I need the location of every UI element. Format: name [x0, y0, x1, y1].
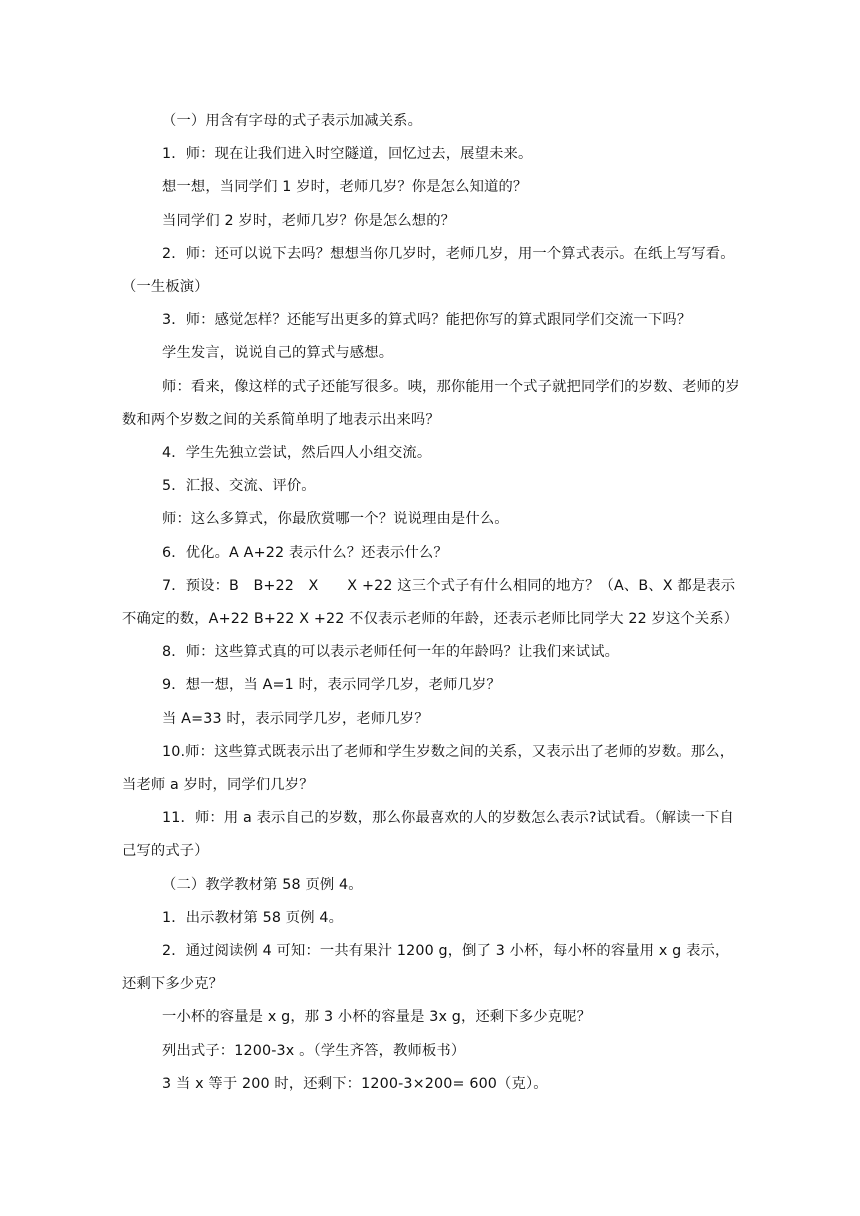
paragraph: 2．师：还可以说下去吗？想想当你几岁时，老师几岁，用一个算式表示。在纸上写写看。（一生板演） [122, 245, 735, 296]
paragraph: 6．优化。A A+22 表示什么？还表示什么？ [162, 544, 448, 561]
paragraph: 10.师：这些算式既表示出了老师和学生岁数之间的关系，又表示出了老师的岁数。那么，当老师 a 岁时，同学们几岁？ [122, 743, 735, 794]
section-heading-2: （二）教学教材第 58 页例 4。 [162, 876, 363, 893]
paragraph: 9．想一想，当 A=1 时，表示同学几岁，老师几岁？ [162, 677, 501, 694]
paragraph: 8．师：这些算式真的可以表示老师任何一年的年龄吗？让我们来试试。 [162, 644, 620, 661]
paragraph: 3．师：感觉怎样？还能写出更多的算式吗？能把你写的算式跟同学们交流一下吗？ [162, 312, 692, 329]
paragraph: 7．预设：B B+22 X X +22 这三个式子有什么相同的地方？（A、B、X 都是表示不确定的数，A+22 B+22 X +22 不仅表示老师的年龄，还表示老师比同学大 22 岁这个关系） [122, 577, 739, 628]
paragraph: 列出式子：1200-3x 。（学生齐答，教师板书） [162, 1042, 466, 1059]
paragraph: 1．出示教材第 58 页例 4。 [162, 909, 344, 926]
paragraph: 1．师：现在让我们进入时空隧道，回忆过去，展望未来。 [162, 146, 533, 163]
paragraph: 5．汇报、交流、评价。 [162, 478, 316, 495]
paragraph: 一小杯的容量是 x g，那 3 小杯的容量是 3x g，还剩下多少克呢？ [162, 1009, 592, 1026]
paragraph: 师：这么多算式，你最欣赏哪一个？说说理由是什么。 [162, 511, 509, 528]
document-body [122, 105, 742, 1101]
paragraph: 学生发言，说说自己的算式与感想。 [162, 345, 394, 362]
paragraph: 3 当 x 等于 200 时，还剩下：1200-3×200= 600（克）。 [162, 1075, 548, 1092]
paragraph: 想一想，当同学们 1 岁时，老师几岁？你是怎么知道的？ [162, 179, 528, 196]
paragraph: 4．学生先独立尝试，然后四人小组交流。 [162, 445, 432, 462]
paragraph: 当 A=33 时，表示同学几岁，老师几岁？ [162, 710, 429, 727]
paragraph: 师：看来，像这样的式子还能写很多。咦，那你能用一个式子就把同学们的岁数、老师的岁数和两个岁数之间的关系简单明了地表示出来吗？ [122, 378, 740, 428]
paragraph: 当同学们 2 岁时，老师几岁？你是怎么想的？ [162, 212, 456, 229]
paragraph: 2．通过阅读例 4 可知：一共有果汁 1200 g，倒了 3 小杯，每小杯的容量用 x g 表示，还剩下多少克？ [122, 943, 730, 993]
paragraph: 11．师：用 a 表示自己的岁数，那么你最喜欢的人的岁数怎么表示?试试看。（解读一下自己写的式子） [122, 810, 734, 860]
section-heading-1: （一）用含有字母的式子表示加减关系。 [162, 113, 423, 129]
